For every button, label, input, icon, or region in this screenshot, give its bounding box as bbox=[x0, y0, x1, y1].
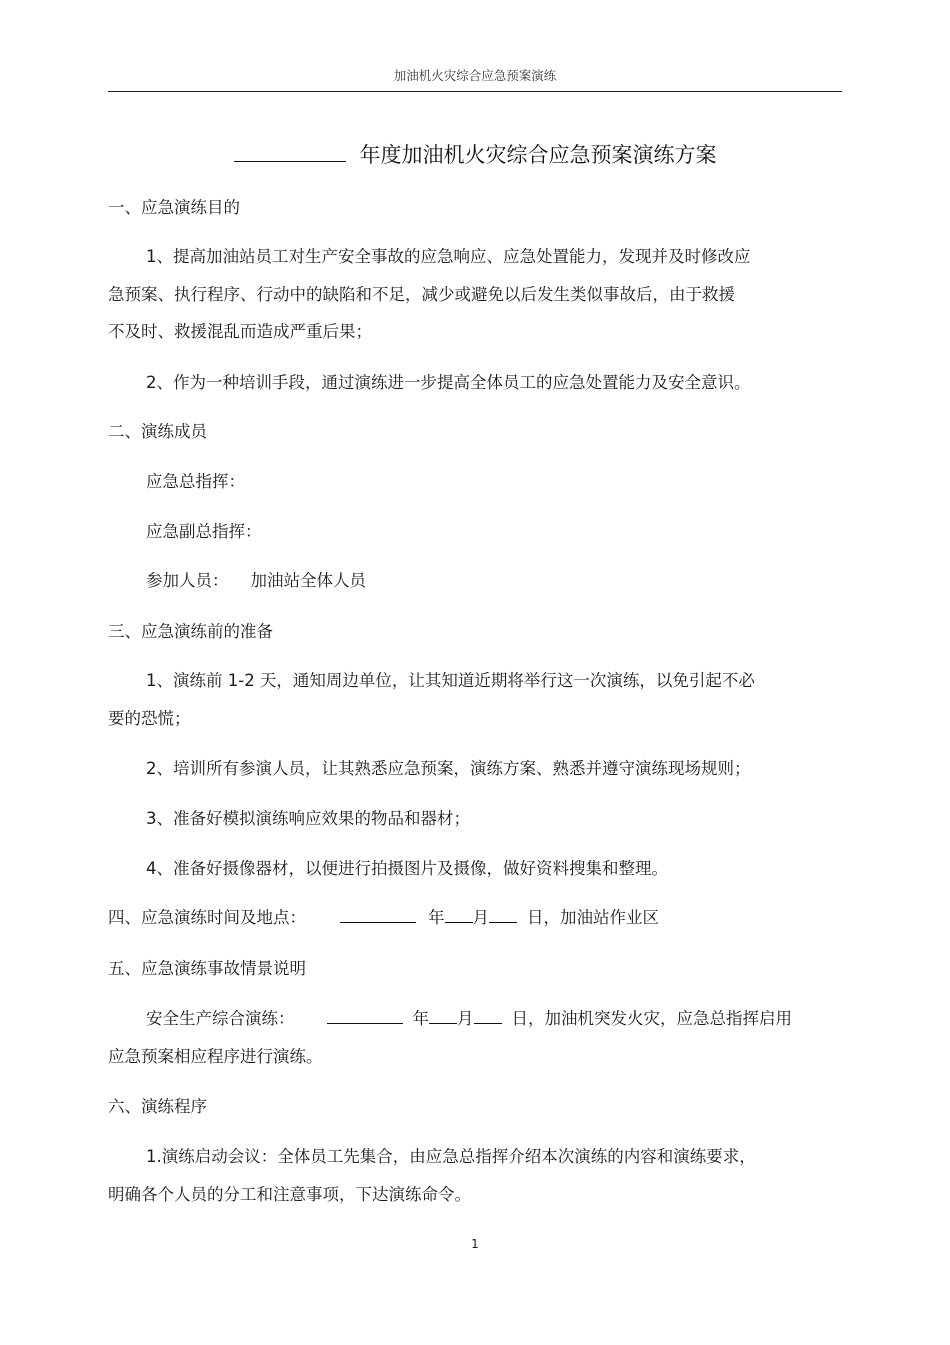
paragraph-line: 应急预案相应程序进行演练。 bbox=[108, 1047, 323, 1066]
section-heading-3: 三、应急演练前的准备 bbox=[108, 622, 273, 641]
paragraph-line: 急预案、执行程序、行动中的缺陷和不足，减少或避免以后发生类似事故后，由于救援 bbox=[108, 285, 735, 304]
deputy-commander-label: 应急副总指挥： bbox=[146, 522, 262, 541]
month-label: 月 bbox=[457, 1009, 474, 1028]
paragraph-line: 明确各个人员的分工和注意事项，下达演练命令。 bbox=[108, 1185, 471, 1204]
section-heading-2: 二、演练成员 bbox=[108, 422, 207, 441]
section-heading-1: 一、应急演练目的 bbox=[108, 198, 240, 217]
scenario-line bbox=[146, 1005, 792, 1029]
header-rule bbox=[108, 91, 842, 92]
participants-value: 加油站全体人员 bbox=[250, 571, 366, 590]
paragraph-line: 2、培训所有参演人员，让其熟悉应急预案，演练方案、熟悉并遵守演练现场规则； bbox=[146, 759, 751, 778]
header-title: 加油机火灾综合应急预案演练 bbox=[393, 68, 557, 83]
section-heading-5: 五、应急演练事故情景说明 bbox=[108, 959, 306, 978]
month-blank bbox=[445, 908, 473, 923]
paragraph-line: 1、提高加油站员工对生产安全事故的应急响应、应急处置能力，发现并及时修改应 bbox=[146, 247, 751, 266]
day-blank bbox=[489, 908, 517, 923]
section-heading-6: 六、演练程序 bbox=[108, 1097, 207, 1116]
title-text: 年度加油机火灾综合应急预案演练方案 bbox=[359, 143, 717, 167]
year-blank bbox=[327, 1009, 403, 1024]
scenario-label: 安全生产综合演练： bbox=[146, 1009, 295, 1028]
year-label: 年 bbox=[428, 908, 445, 927]
month-label: 月 bbox=[472, 908, 489, 927]
participants-label: 参加人员： bbox=[146, 571, 229, 590]
scenario-text: 日，加油机突发火灾，应急总指挥启用 bbox=[511, 1009, 792, 1028]
year-blank bbox=[234, 143, 346, 162]
day-blank bbox=[474, 1009, 502, 1024]
year-blank bbox=[340, 908, 416, 923]
paragraph-line: 要的恐慌； bbox=[108, 709, 191, 728]
section-4-label: 四、应急演练时间及地点： bbox=[108, 908, 306, 927]
paragraph-line: 3、准备好模拟演练响应效果的物品和器材； bbox=[146, 809, 470, 828]
paragraph-line: 1.演练启动会议：全体员工先集合，由应急总指挥介绍本次演练的内容和演练要求， bbox=[146, 1147, 756, 1166]
month-blank bbox=[429, 1009, 457, 1024]
participants-line bbox=[146, 567, 366, 591]
commander-label: 应急总指挥： bbox=[146, 472, 245, 491]
paragraph-line: 2、作为一种培训手段，通过演练进一步提高全体员工的应急处置能力及安全意识。 bbox=[146, 373, 751, 392]
paragraph-line: 4、准备好摄像器材，以便进行拍摄图片及摄像，做好资料搜集和整理。 bbox=[146, 859, 668, 878]
year-label: 年 bbox=[412, 1009, 429, 1028]
section-heading-4 bbox=[108, 904, 659, 928]
paragraph-line: 1、演练前 1-2 天，通知周边单位，让其知道近期将举行这一次演练，以免引起不必 bbox=[146, 671, 755, 690]
paragraph-line: 不及时、救援混乱而造成严重后果； bbox=[108, 322, 372, 341]
document-title bbox=[0, 139, 950, 169]
page-number: 1 bbox=[471, 1237, 479, 1251]
day-location-text: 日，加油站作业区 bbox=[527, 908, 659, 927]
